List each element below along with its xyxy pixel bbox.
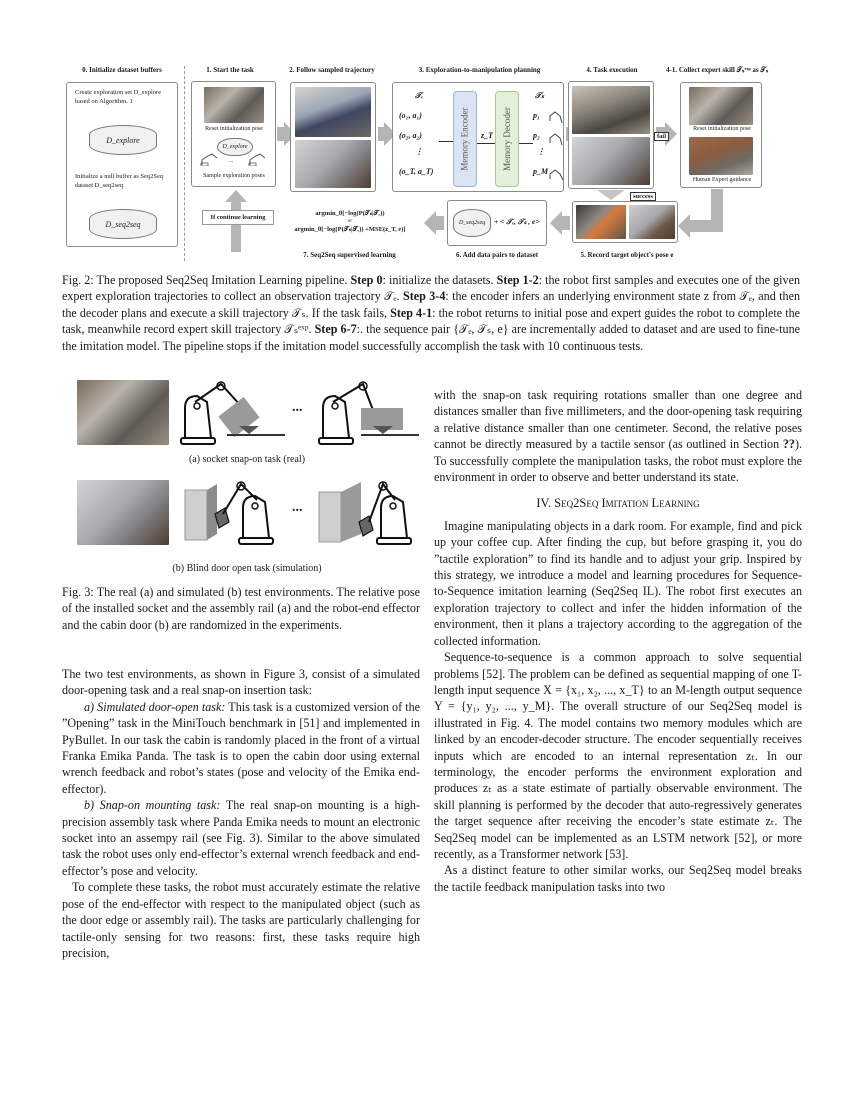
figure-3-caption: Fig. 3: The real (a) and simulated (b) test environments. The relative pose of the installed socket and the assembly rail (a) and the robot-end effector and the cabin door (b) are randomized in the experiments. — [62, 585, 420, 632]
database-d-seq2seq: D_seq2seq — [89, 209, 157, 239]
caption-text: : initialize the datasets. — [382, 273, 497, 287]
stage-4-1-title: 4-1. Collect expert skill 𝒯ₛᵉˣᵖ as 𝒯ₛ — [666, 66, 769, 74]
stage-6-title: 6. Add data pairs to dataset — [455, 251, 539, 259]
ellipsis-b: ... — [292, 500, 303, 515]
memory-encoder-block — [453, 91, 477, 187]
subcaption-b: (b) Blind door open task (simulation) — [172, 563, 322, 574]
bullet-create-exploration-set: Create exploration set D_explore based on Algorithm. 1 — [75, 89, 162, 105]
arrow-left-back — [690, 220, 723, 232]
caption-step-1-2: Step 1-2 — [496, 273, 539, 287]
arrow-to-decoder — [477, 143, 495, 144]
panel-follow-trajectory — [290, 82, 376, 192]
input-1: (o₁, a₁) — [399, 111, 422, 120]
decoder-label: Memory Decoder — [502, 107, 513, 171]
paragraph-seq2seq: Sequence-to-sequence is a common approach to solve sequential problems [52]. The problem can be defined as sequential mapping of one T-length input sequence X = {x₁, x₂, ..., x_T} to an M-length output sequence Y = {y₁, y₂, ..., y_M}. The overall structure of our Seq2Seq model is illustrated in Fig. 4. The model contains two memory modules which are linked by an encoder-decoder structure. The encoder sequentially receives inputs which are encoded to an internal representation zₜ. In our terminology, the encoder performs the environment exploration and produces zₜ as a state estimate of partially observable environment. The skill planning is performed by the decoder that auto-regressively generates the target sequence after receiving the encoder’s state estimate zₜ. The Seq2Seq model can be implemented as an LSTM network [52], or more recently, as a Transformer network [53]. — [434, 650, 802, 861]
caption-step-0: Step 0 — [350, 273, 383, 287]
robot-socket-sketch-1 — [177, 380, 287, 445]
stage-7-title: 7. Seq2Seq supervised learning — [303, 251, 396, 259]
left-column — [62, 666, 420, 961]
photo-human-guidance — [689, 137, 753, 175]
panel-task-execution — [568, 81, 654, 189]
photo-real-execution — [572, 86, 650, 134]
memory-decoder-block — [495, 91, 519, 187]
divider-dashed — [184, 66, 185, 261]
stage-1-title: 1. Start the task — [206, 66, 254, 74]
robot-poses-icon — [548, 107, 564, 183]
photo-sim-trajectory — [295, 140, 371, 188]
arrow-down-success — [597, 190, 625, 200]
subcaption-a: (a) socket snap-on task (real) — [188, 454, 306, 465]
arrow-head-up — [225, 190, 247, 202]
heading-snap-on: b) Snap-on mounting task: — [84, 798, 221, 813]
stage-0-title: 0. Initialize dataset buffers — [82, 66, 162, 74]
caption-step-3-4: Step 3-4 — [402, 289, 446, 304]
bullet-init-null-buffer: Initialize a null buffer as Seq2Seq dataset D_seq2seq — [75, 173, 164, 189]
reset-pose-label: Reset initialization pose — [205, 126, 263, 132]
stage-3-title: 3. Exploration-to-manipulation planning — [418, 66, 541, 74]
text-precision: with the snap-on task requiring rotations smaller than one degree and distances smaller than five millimeters, and the door-opening task requiring a relative distance smaller than one centimeter. Second, the relative poses cannot be directly measured by a tactile sensor (as outlined in Section — [434, 388, 802, 452]
data-pair-label: + < 𝒯ₑ, 𝒯ₛ , e> — [494, 217, 540, 226]
panel-start-task — [191, 81, 276, 187]
figure-2-caption — [62, 272, 800, 354]
continue-learning-label: If continue learning — [202, 210, 274, 225]
input-ellipsis: ⋮ — [415, 147, 423, 156]
panel-expert-skill — [680, 82, 762, 188]
photo-expert-reset — [689, 87, 753, 125]
sample-poses-label: Sample exploration poses — [203, 173, 265, 179]
ellipsis-a: ... — [292, 400, 303, 415]
output-2: p₂ — [533, 131, 540, 140]
human-guidance-label: Human Expert guidance — [692, 177, 752, 183]
paragraph-test-environments: The two test environments, as shown in Figure 3, consist of a simulated door-opening task and a real snap-on insertion task: — [62, 667, 420, 698]
paragraph-distinct-feature: As a distinct feature to other similar works, our Seq2Seq model breaks the tactile feedback manipulation tasks into two — [434, 863, 802, 894]
robot-arm-icon — [248, 152, 268, 166]
output-ellipsis: ⋮ — [537, 147, 545, 156]
loss-line-1: argmin_θ[−log(P(𝒯ₛ|𝒯ₑ)) — [315, 210, 385, 217]
robot-socket-sketch-2 — [315, 380, 425, 445]
label-ts: 𝒯ₛ — [535, 91, 545, 100]
caption-text: : the robot returns to initial pose and expert guides the robot to complete the task, meanwhile record expert skill trajectory 𝒯ₛᵉˣᵖ. — [62, 305, 800, 337]
output-m: p_M — [533, 167, 549, 176]
text-snap-on: The real snap-on mounting is a high-precision assembly task where Panda Emika needs to mount an electronic socket into an assempy rail (see Fig. 3). Similar to the above simulated task the robot uses only end-effector’s external wrench feedback and end-effector’s pose and velocity. — [62, 798, 421, 878]
panel-record-pose — [572, 201, 678, 243]
database-d-explore: D_explore — [89, 125, 157, 155]
photo-real-trajectory — [295, 87, 371, 137]
paragraph-complete-tasks: To complete these tasks, the robot must accurately estimate the relative pose of the end-effector with respect to the manipulated object (such as the door edge or assembly rail). The tasks are particularly challenging for tactile-only sensing for two reasons: first, these tasks require high precision, — [62, 880, 420, 960]
input-2: (o₂, a₂) — [399, 131, 422, 140]
loss-line-2: argmin_θ[−log(P(𝒯ₛ|𝒯ₑ)) +MSE(z_T, e)] — [294, 226, 406, 233]
fail-label: fail — [654, 132, 669, 141]
figure-2-pipeline — [62, 62, 802, 267]
robot-door-sketch-1 — [177, 480, 287, 545]
database-d-explore-small: D_explore — [217, 138, 253, 156]
photo-real-pose — [576, 205, 626, 239]
loss-or: or — [347, 219, 353, 224]
panel-exploration-planning — [392, 82, 564, 192]
caption-text: : the encoder infers an underlying environment state z from 𝒯ₑ, and then the decoder plans and execute a skill trajectory 𝒯ₛ. If the task fails, — [62, 289, 800, 320]
loss-formulas — [280, 210, 420, 234]
caption-text: : the robot first samples and executes one of the given expert exploration trajectories to collect an observation trajectory 𝒯ₑ. — [62, 273, 800, 304]
photo-sim-execution — [572, 137, 650, 185]
photo-reset-pose — [204, 87, 264, 123]
right-column — [434, 387, 802, 895]
encoder-label: Memory Encoder — [460, 107, 471, 171]
heading-door-open: a) Simulated door-open task: — [84, 699, 226, 714]
input-t: (o_T, a_T) — [399, 167, 434, 176]
panel-initialize-buffers — [66, 82, 178, 247]
database-d-seq2seq-add: D_seq2seq — [453, 209, 491, 237]
paragraph-door-open — [62, 699, 420, 797]
label-te: 𝒯ₑ — [415, 91, 424, 100]
paragraph-snap-on — [62, 797, 420, 879]
arrow-left-icon — [424, 211, 436, 235]
output-1: p₁ — [533, 111, 540, 120]
caption-step-6-7: Step 6-7 — [314, 322, 357, 337]
stage-2-title: 2. Follow sampled trajectory — [289, 66, 375, 74]
arrow-left-icon — [678, 214, 690, 238]
section-ref[interactable]: ?? — [782, 437, 795, 452]
paragraph-dark-room: Imagine manipulating objects in a dark room. For example, find and pick up your coffee cup. After finding the cup, but before grasping it, you do ”tactile exploration” to find its handle and to adjust your grip. Inspired by this strategy, we introduce a model and learning procedures for Sequence-to-Sequence imitation learning (Seq2Seq IL). The robot first executes an exploration trajectory to collect and infer the hidden information of the environment, then it plans a trajectory according to the aggregation of the collected information. — [434, 518, 802, 648]
text-precision-end: ). To successfully complete the manipulation tasks, the robot must explore the environment in order to observe and better understand its state. — [434, 437, 802, 485]
caption-step-4-1: Step 4-1 — [390, 305, 433, 320]
robot-arm-icon — [200, 152, 220, 166]
latent-z: z_T — [481, 131, 493, 140]
robot-door-sketch-2 — [315, 480, 425, 545]
photo-socket-real — [77, 380, 169, 445]
arrow-left-icon — [550, 211, 562, 235]
paragraph-precision — [434, 387, 802, 485]
section-heading: IV. Seq2Seq Imitation Learning — [536, 496, 700, 511]
panel-add-data — [447, 200, 547, 246]
arrow-from-decoder — [519, 143, 533, 144]
expert-reset-label: Reset initialization pose — [693, 126, 751, 132]
stage-5-title: 5. Record target object's pose e — [580, 251, 674, 259]
stage-4-title: 4. Task execution — [586, 66, 638, 74]
caption-prefix: Fig. 2: The proposed Seq2Seq Imitation Learning pipeline. — [62, 273, 351, 287]
text-door-open: This task is a customized version of the ”Opening” task in the MiniTouch benchmark in [51] and implemented in PyBullet. In our task the cabin is randomly placed in the front of a virtual Franka Emika Panda. The task is to open the cabin door using external wrench feedback and robot’s states (pose and velocity of the Emika end-effector). — [62, 699, 420, 796]
success-label: success — [630, 192, 656, 201]
caption-text: :. the sequence pair {𝒯ₑ, 𝒯ₛ, e} are incrementally added to dataset and are used to fine-tune the imitation model. The pipeline stops if the imitation model successfully accomplish the task with 10 continuous tests. — [62, 322, 800, 353]
photo-sim-pose — [629, 205, 675, 239]
photo-door-sim — [77, 480, 169, 545]
figure-3-environments — [62, 380, 432, 580]
ellipsis: ... — [229, 158, 234, 164]
